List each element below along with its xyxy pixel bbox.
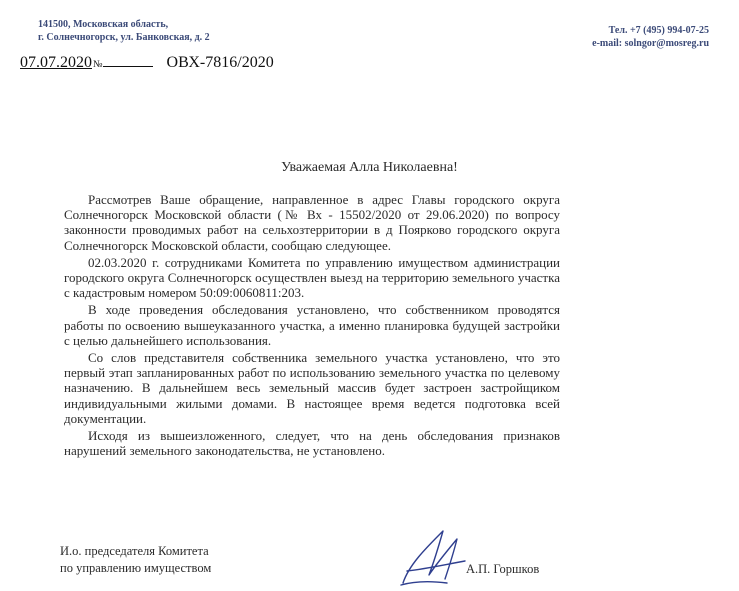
email: e-mail: solngor@mosreg.ru (592, 38, 709, 49)
paragraph: Рассмотрев Ваше обращение, направленное в адрес Главы городского округа Солнечногорск Московской области (№ Вх - 15502/2020 от 29.06.2020) по вопросу законности проводимых работ на сельхозтерритории в д Поярково городского округа Солнечногорск Московской области, сообщаю следующее. (64, 192, 560, 253)
address-line-2: г. Солнечногорск, ул. Банковская, д. 2 (38, 32, 210, 43)
number-sign: № (93, 59, 103, 70)
registration-line (20, 54, 274, 72)
letterhead (38, 18, 709, 52)
letter-body (64, 192, 560, 460)
paragraph: Исходя из вышеизложенного, следует, что на день обследования признаков нарушений земельного законодательства, не установлено. (64, 428, 560, 459)
salutation: Уважаемая Алла Николаевна! (281, 160, 458, 175)
letterhead-address (38, 18, 210, 44)
address-line-1: 141500, Московская область, (38, 19, 169, 30)
number-blank (103, 54, 153, 67)
handwritten-signature (395, 525, 475, 587)
letterhead-contacts (592, 24, 709, 50)
registration-date: 07.07.2020 (20, 54, 92, 71)
signatory-position (60, 543, 211, 577)
signatory-name: А.П. Горшков (466, 562, 540, 576)
position-line-1: И.о. председателя Комитета (60, 544, 209, 558)
phone: Тел. +7 (495) 994-07-25 (608, 25, 709, 36)
paragraph: Со слов представителя собственника земельного участка установлено, что это первый этап запланированных работ по использованию земельного участка по целевому назначению. В дальнейшем весь земельный массив будет застроен застройщиком индивидуальными жилыми домами. В настоящее время ведется подготовка всей документации. (64, 350, 560, 426)
paragraph: 02.03.2020 г. сотрудниками Комитета по управлению имуществом администрации городского округа Солнечногорск осуществлен выезд на территорию земельного участка с кадастровым номером 50:09:0060811:203. (64, 254, 560, 301)
paragraph: В ходе проведения обследования установлено, что собственником проводятся работы по освоению вышеуказанного участка, а именно планировка будущей застройки с целью дальнейшего использования. (64, 302, 560, 348)
position-line-2: по управлению имуществом (60, 561, 212, 575)
registration-number: ОВХ-7816/2020 (166, 54, 274, 71)
